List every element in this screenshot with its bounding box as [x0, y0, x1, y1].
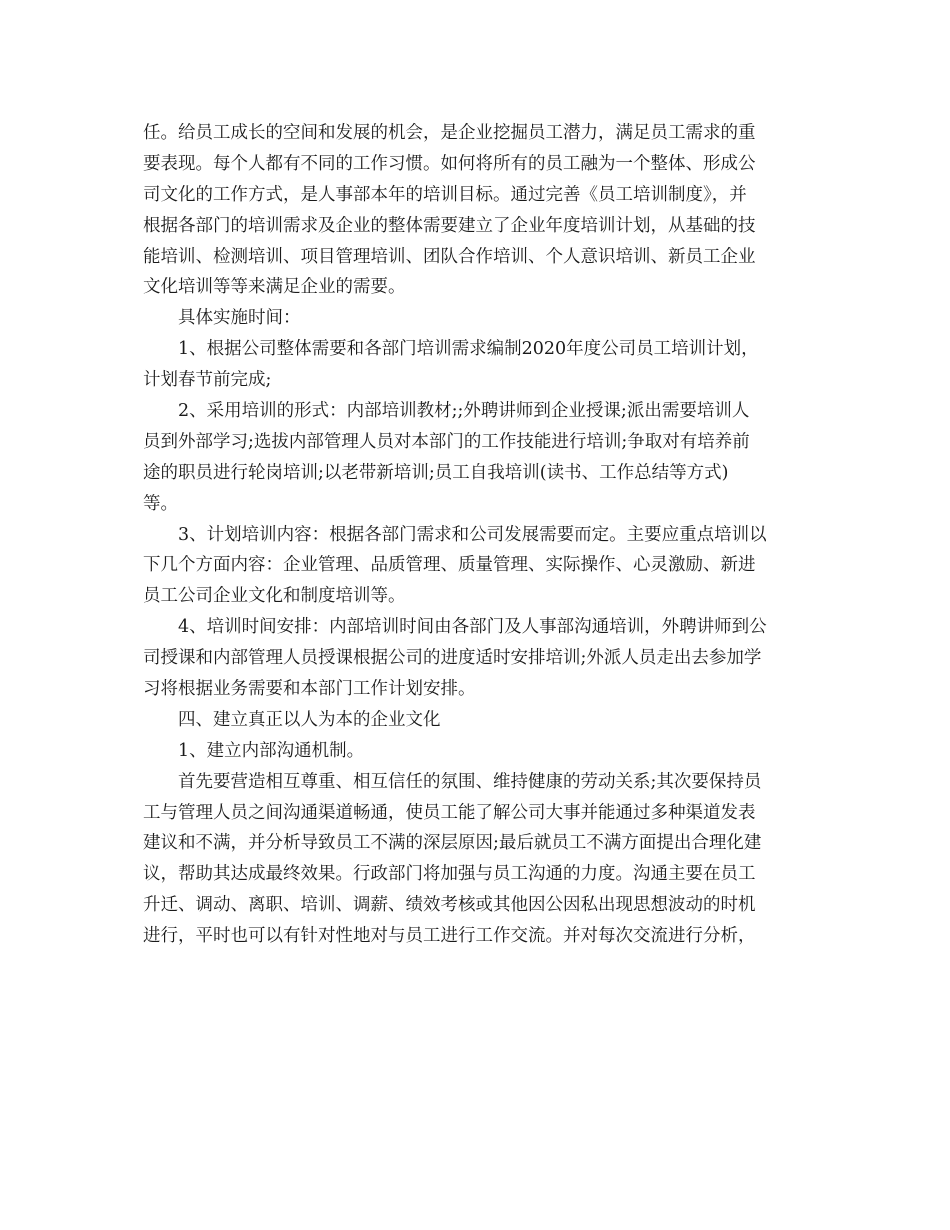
text-line: 司授课和内部管理人员授课根据公司的进度适时安排培训;外派人员走出去参加学 [143, 648, 762, 669]
text-line: 2、采用培训的形式：内部培训教材;;外聘讲师到企业授课;派出需要培训人 [178, 401, 750, 422]
text-line: 3、计划培训内容：根据各部门需求和公司发展需要而定。主要应重点培训以 [178, 524, 767, 545]
text-line: 司文化的工作方式，是人事部本年的培训目标。通过完善《员工培训制度》，并 [143, 184, 747, 205]
text-line: 要表现。每个人都有不同的工作习惯。如何将所有的员工融为一个整体、形成公 [143, 153, 756, 174]
text-line: 具体实施时间： [178, 308, 301, 329]
text-line: 能培训、检测培训、项目管理培训、团队合作培训、个人意识培训、新员工企业 [143, 246, 756, 267]
text-line: 1、建立内部沟通机制。 [178, 740, 365, 761]
document-body [143, 118, 813, 952]
text-line: 习将根据业务需要和本部门工作计划安排。 [143, 679, 476, 700]
text-line: 根据各部门的培训需求及企业的整体需要建立了企业年度培训计划，从基础的技 [143, 215, 756, 236]
text-line: 升迁、调动、离职、培训、调薪、绩效考核或其他因公因私出现思想波动的时机 [143, 895, 756, 916]
text-line: 计划春节前完成; [143, 370, 272, 391]
text-line: 建议和不满，并分析导致员工不满的深层原因;最后就员工不满方面提出合理化建 [143, 833, 762, 854]
text-line: 工与管理人员之间沟通渠道畅通，使员工能了解公司大事并能通过多种渠道发表 [143, 802, 756, 823]
text-line: 进行，平时也可以有针对性地对与员工进行工作交流。并对每次交流进行分析， [143, 926, 756, 947]
text-line: 1、根据公司整体需要和各部门培训需求编制2020年度公司员工培训计划， [178, 339, 759, 360]
text-line: 议，帮助其达成最终效果。行政部门将加强与员工沟通的力度。沟通主要在员工 [143, 864, 756, 885]
text-line: 4、培训时间安排：内部培训时间由各部门及人事部沟通培训，外聘讲师到公 [178, 617, 767, 638]
text-line: 任。给员工成长的空间和发展的机会，是企业挖掘员工潜力，满足员工需求的重 [143, 123, 756, 143]
text-line: 途的职员进行轮岗培训;以老带新培训;员工自我培训(读书、工作总结等方式) [143, 462, 729, 483]
text-line: 四、建立真正以人为本的企业文化 [178, 709, 441, 730]
text-line: 文化培训等等来满足企业的需要。 [143, 277, 406, 298]
text-line: 员到外部学习;选拔内部管理人员对本部门的工作技能进行培训;争取对有培养前 [143, 431, 750, 452]
text-line: 等。 [143, 493, 178, 514]
text-line: 下几个方面内容：企业管理、品质管理、质量管理、实际操作、心灵激励、新进 [143, 555, 756, 576]
text-line: 首先要营造相互尊重、相互信任的氛围、维持健康的劳动关系;其次要保持员 [178, 771, 762, 792]
text-line: 员工公司企业文化和制度培训等。 [143, 586, 406, 607]
